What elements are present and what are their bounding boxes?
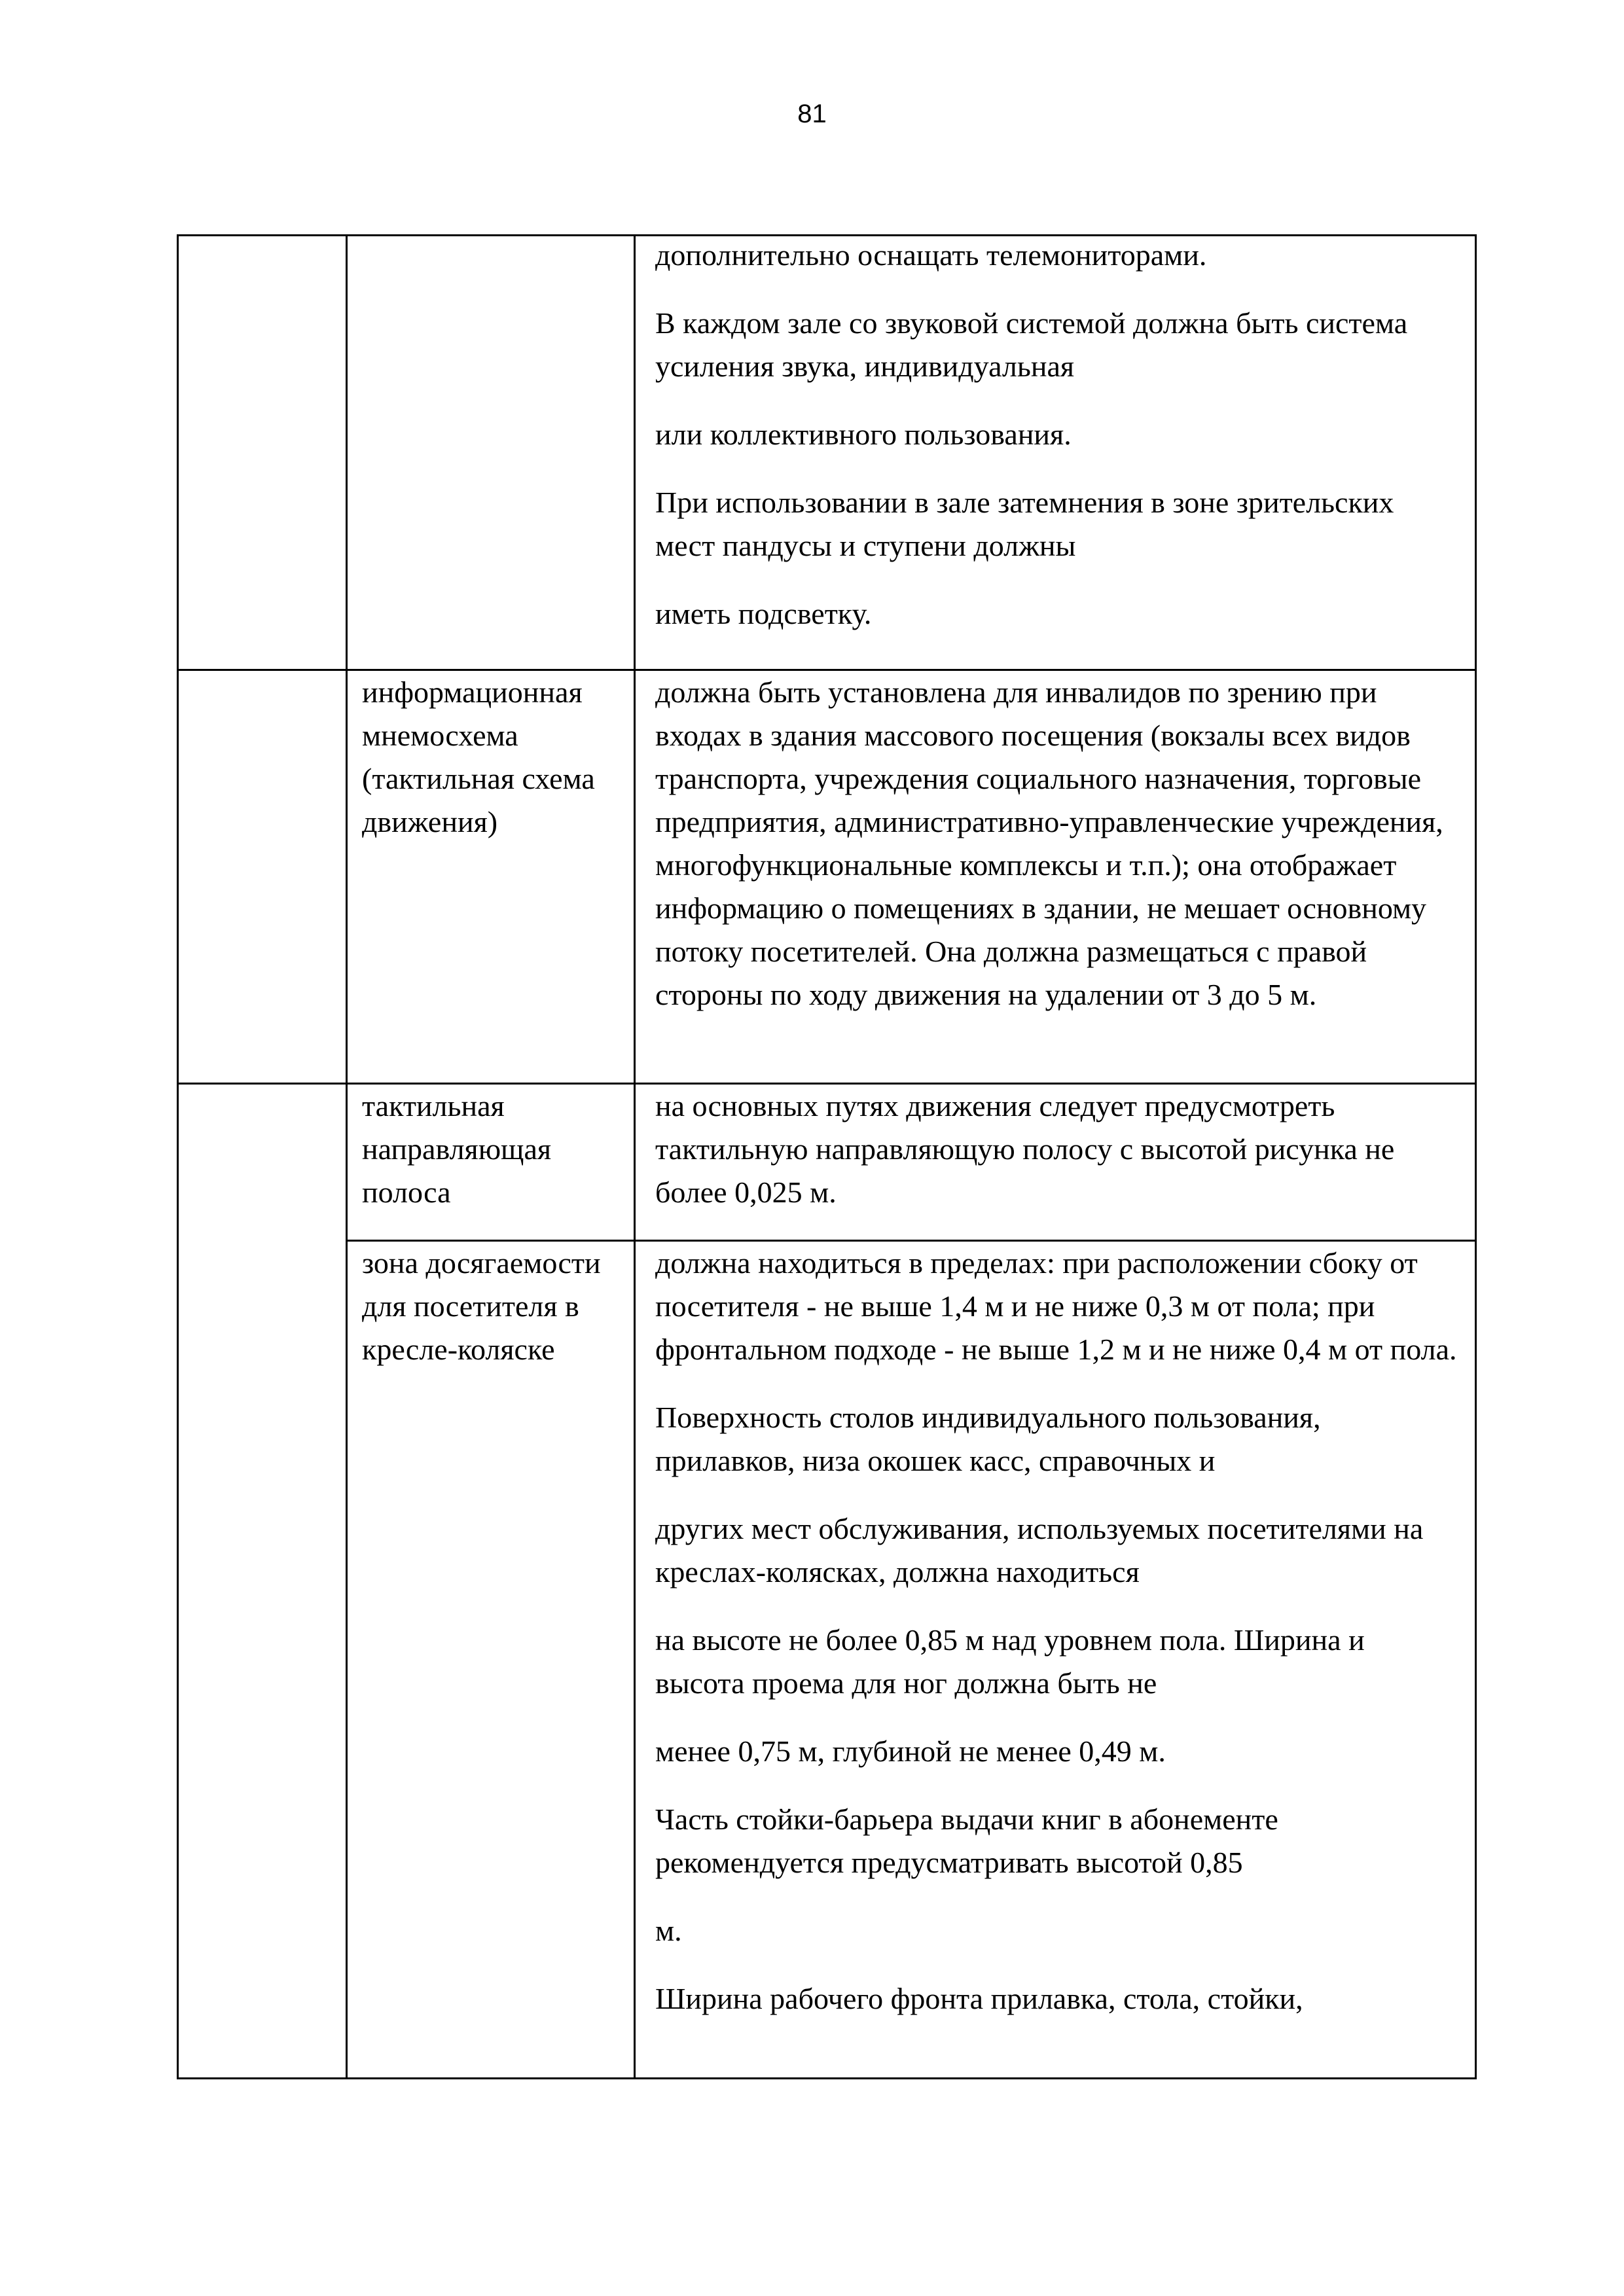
element-label-cell	[347, 1084, 635, 1241]
requirement-text-cell	[635, 670, 1476, 1084]
requirement-paragraph: других мест обслуживания, используемых посетителями на креслах-колясках, должна находиться	[655, 1512, 1424, 1588]
requirement-text-cell	[635, 1084, 1476, 1241]
requirement-paragraph: или коллективного пользования.	[655, 418, 1072, 451]
requirement-paragraph: на основных путях движения следует предусмотреть тактильную направляющую полосу с высотой рисунка не более 0,025 м.	[655, 1089, 1395, 1209]
element-label-cell	[347, 670, 635, 1084]
requirements-table	[177, 234, 1477, 2079]
requirement-paragraph: Ширина рабочего фронта прилавка, стола, стойки,	[655, 1982, 1303, 2015]
table-row	[178, 1241, 1476, 2079]
requirement-paragraph: должна быть установлена для инвалидов по зрению при входах в здания массового посещения (вокзалы всех видов транспорта, учреждения социального назначения, торговые предприятия, административно-управленческие учреждения, многофункциональные комплексы и т.п.); она отображает информацию о помещениях в здании, не мешает основному потоку посетителей. Она должна размещаться с правой стороны по ходу движения на удалении от 3 до 5 м.	[655, 675, 1443, 1011]
element-label-cell	[347, 1241, 635, 2079]
page-number: 81	[797, 99, 827, 128]
requirement-paragraph: должна находиться в пределах: при расположении сбоку от посетителя - не выше 1,4 м и не ниже 0,3 м от пола; при фронтальном подходе - не выше 1,2 м и не ниже 0,4 м от пола.	[655, 1246, 1457, 1366]
table-row	[178, 1084, 1476, 1241]
requirement-paragraph: Часть стойки-барьера выдачи книг в абонементе рекомендуется предусматривать высотой 0,85	[655, 1803, 1278, 1879]
requirement-paragraph: на высоте не более 0,85 м над уровнем пола. Ширина и высота проема для ног должна быть не	[655, 1623, 1365, 1700]
requirement-paragraph: При использовании в зале затемнения в зоне зрительских мест пандусы и ступени должны	[655, 486, 1394, 562]
table-cell-empty	[178, 236, 347, 670]
table-row	[178, 236, 1476, 670]
requirement-paragraph: м.	[655, 1914, 682, 1947]
requirement-paragraph: иметь подсветку.	[655, 597, 872, 630]
requirement-paragraph: дополнительно оснащать телемониторами.	[655, 238, 1207, 272]
requirement-paragraph: менее 0,75 м, глубиной не менее 0,49 м.	[655, 1734, 1166, 1768]
table-cell-empty	[178, 670, 347, 1084]
requirement-text-cell	[635, 1241, 1476, 2079]
table-cell-empty	[347, 236, 635, 670]
requirement-paragraph: Поверхность столов индивидуального пользования, прилавков, низа окошек касс, справочных и	[655, 1401, 1321, 1477]
element-label: тактильная направляющая полоса	[362, 1089, 552, 1209]
requirement-paragraph: В каждом зале со звуковой системой должна быть система усиления звука, индивидуальная	[655, 306, 1408, 383]
element-label: зона досягаемости для посетителя в кресле-коляске	[362, 1246, 601, 1366]
requirement-text-cell	[635, 236, 1476, 670]
table-row	[178, 670, 1476, 1084]
element-label: информационная мнемосхема (тактильная схема движения)	[362, 675, 595, 838]
table-cell-empty	[178, 1084, 347, 2079]
